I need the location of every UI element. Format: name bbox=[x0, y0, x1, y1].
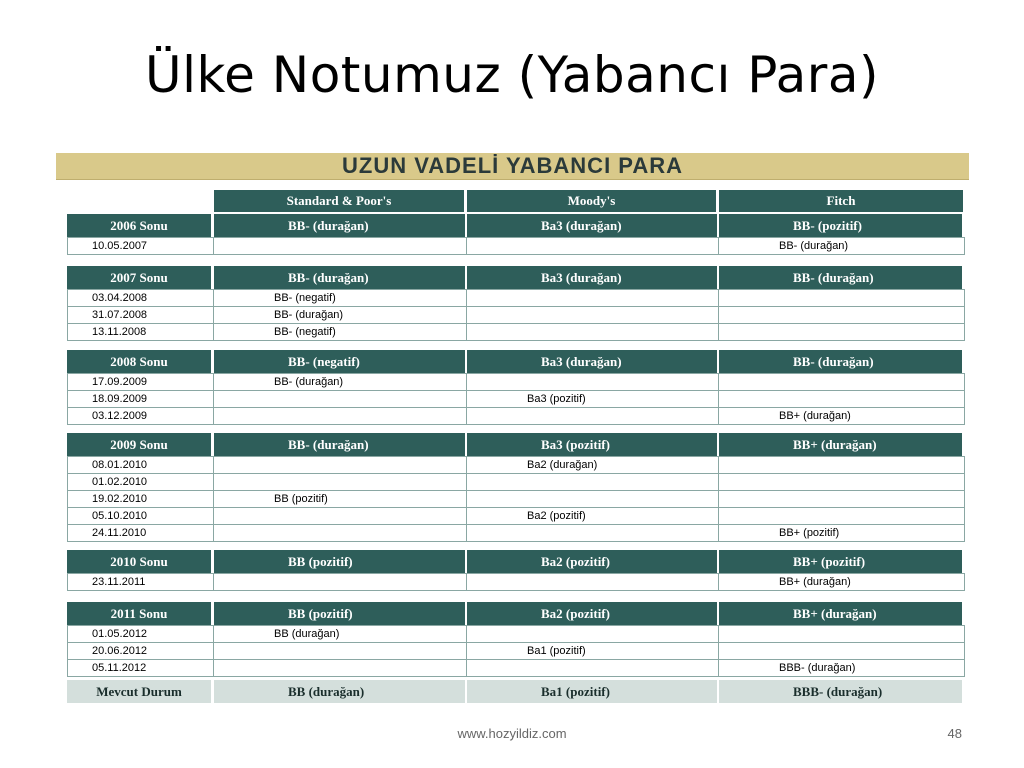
change-sp bbox=[214, 574, 467, 590]
year-end-label: 2011 Sonu bbox=[67, 602, 211, 625]
column-header-moodys: Moody's bbox=[467, 190, 716, 212]
rating-fitch: BB- (pozitif) bbox=[719, 214, 962, 237]
year-end-row bbox=[67, 214, 963, 237]
change-moodys bbox=[467, 238, 719, 254]
change-fitch bbox=[719, 643, 964, 659]
footer-url: www.hozyildiz.com bbox=[457, 726, 567, 741]
change-sp bbox=[214, 525, 467, 541]
change-date: 08.01.2010 bbox=[68, 457, 214, 473]
table-row bbox=[68, 306, 964, 323]
change-date: 01.02.2010 bbox=[68, 474, 214, 490]
rating-change-list bbox=[67, 573, 965, 591]
table-row bbox=[68, 407, 964, 424]
rating-change-list bbox=[67, 373, 965, 425]
change-date: 24.11.2010 bbox=[68, 525, 214, 541]
change-fitch bbox=[719, 508, 964, 524]
change-fitch: BB+ (pozitif) bbox=[779, 527, 840, 539]
rating-moodys: Ba1 (pozitif) bbox=[467, 680, 717, 703]
change-sp bbox=[214, 508, 467, 524]
year-end-row bbox=[67, 350, 963, 373]
change-moodys bbox=[467, 525, 719, 541]
table-row bbox=[68, 524, 964, 541]
table-row bbox=[68, 473, 964, 490]
table-row bbox=[68, 625, 964, 642]
rating-moodys: Ba3 (durağan) bbox=[467, 350, 717, 373]
rating-change-list bbox=[67, 237, 965, 255]
change-fitch bbox=[719, 290, 964, 306]
rating-sp: BB- (durağan) bbox=[214, 266, 465, 289]
table-row bbox=[68, 490, 964, 507]
change-fitch bbox=[719, 474, 964, 490]
change-sp: BB- (negatif) bbox=[214, 290, 467, 306]
change-moodys: Ba2 (pozitif) bbox=[467, 508, 719, 524]
rating-sp: BB- (negatif) bbox=[214, 350, 465, 373]
column-header-sp: Standard & Poor's bbox=[214, 190, 464, 212]
rating-fitch: BB- (durağan) bbox=[719, 350, 962, 373]
rating-sp: BB (pozitif) bbox=[214, 602, 465, 625]
change-moodys bbox=[467, 626, 719, 642]
table-row bbox=[68, 659, 964, 676]
change-fitch: BB+ (durağan) bbox=[779, 576, 851, 588]
rating-moodys: Ba3 (durağan) bbox=[467, 214, 717, 237]
change-date: 10.05.2007 bbox=[68, 238, 214, 254]
change-fitch bbox=[719, 626, 964, 642]
change-fitch bbox=[719, 391, 964, 407]
rating-change-list bbox=[67, 456, 965, 542]
change-moodys: Ba1 (pozitif) bbox=[467, 643, 719, 659]
change-date: 05.10.2010 bbox=[68, 508, 214, 524]
rating-fitch: BB+ (pozitif) bbox=[719, 550, 962, 573]
year-end-row bbox=[67, 433, 963, 456]
year-end-label: 2009 Sonu bbox=[67, 433, 211, 456]
year-end-row bbox=[67, 602, 963, 625]
rating-moodys: Ba3 (durağan) bbox=[467, 266, 717, 289]
rating-moodys: Ba2 (pozitif) bbox=[467, 602, 717, 625]
page-number: 48 bbox=[947, 726, 962, 741]
change-moodys bbox=[467, 307, 719, 323]
change-sp bbox=[214, 238, 467, 254]
rating-moodys: Ba3 (pozitif) bbox=[467, 433, 717, 456]
table-row bbox=[68, 573, 964, 590]
change-fitch bbox=[719, 457, 964, 473]
change-date: 03.12.2009 bbox=[68, 408, 214, 424]
table-row bbox=[68, 642, 964, 659]
change-moodys bbox=[467, 408, 719, 424]
change-fitch bbox=[719, 491, 964, 507]
change-fitch: BBB- (durağan) bbox=[779, 662, 856, 674]
change-sp bbox=[214, 643, 467, 659]
change-fitch bbox=[719, 307, 964, 323]
slide-title: Ülke Notumuz (Yabancı Para) bbox=[144, 46, 880, 104]
change-sp: BB- (durağan) bbox=[214, 307, 467, 323]
change-date: 20.06.2012 bbox=[68, 643, 214, 659]
change-sp: BB (durağan) bbox=[214, 626, 467, 642]
year-end-label: 2010 Sonu bbox=[67, 550, 211, 573]
change-date: 03.04.2008 bbox=[68, 290, 214, 306]
table-row bbox=[68, 390, 964, 407]
year-end-label: 2008 Sonu bbox=[67, 350, 211, 373]
change-date: 23.11.2011 bbox=[68, 574, 214, 590]
table-row bbox=[68, 289, 964, 306]
change-sp: BB- (durağan) bbox=[214, 374, 467, 390]
change-fitch: BB- (durağan) bbox=[779, 240, 849, 252]
year-end-row bbox=[67, 550, 963, 573]
current-status-row bbox=[67, 680, 963, 703]
change-sp bbox=[214, 408, 467, 424]
column-header-fitch: Fitch bbox=[719, 190, 963, 212]
year-end-label: 2006 Sonu bbox=[67, 214, 211, 237]
rating-fitch: BB+ (durağan) bbox=[719, 602, 962, 625]
change-date: 01.05.2012 bbox=[68, 626, 214, 642]
rating-fitch: BB- (durağan) bbox=[719, 266, 962, 289]
change-moodys bbox=[467, 374, 719, 390]
rating-fitch: BB+ (durağan) bbox=[719, 433, 962, 456]
change-date: 13.11.2008 bbox=[68, 324, 214, 340]
rating-moodys: Ba2 (pozitif) bbox=[467, 550, 717, 573]
table-row bbox=[68, 456, 964, 473]
change-sp: BB (pozitif) bbox=[214, 491, 467, 507]
change-sp bbox=[214, 660, 467, 676]
change-fitch bbox=[719, 374, 964, 390]
change-moodys: Ba3 (pozitif) bbox=[467, 391, 719, 407]
change-moodys: Ba2 (durağan) bbox=[467, 457, 719, 473]
change-moodys bbox=[467, 290, 719, 306]
change-moodys bbox=[467, 491, 719, 507]
change-date: 17.09.2009 bbox=[68, 374, 214, 390]
rating-change-list bbox=[67, 625, 965, 677]
table-row bbox=[68, 507, 964, 524]
change-date: 18.09.2009 bbox=[68, 391, 214, 407]
rating-change-list bbox=[67, 289, 965, 341]
current-status-label: Mevcut Durum bbox=[67, 680, 211, 703]
change-sp bbox=[214, 474, 467, 490]
change-moodys bbox=[467, 474, 719, 490]
change-fitch bbox=[719, 324, 964, 340]
change-sp bbox=[214, 391, 467, 407]
change-date: 31.07.2008 bbox=[68, 307, 214, 323]
change-moodys bbox=[467, 574, 719, 590]
table-banner: UZUN VADELİ YABANCI PARA bbox=[56, 153, 969, 180]
rating-sp: BB (pozitif) bbox=[214, 550, 465, 573]
table-row bbox=[68, 373, 964, 390]
change-date: 05.11.2012 bbox=[68, 660, 214, 676]
rating-sp: BB (durağan) bbox=[214, 680, 465, 703]
table-row bbox=[68, 237, 964, 254]
rating-sp: BB- (durağan) bbox=[214, 214, 465, 237]
rating-sp: BB- (durağan) bbox=[214, 433, 465, 456]
change-fitch: BB+ (durağan) bbox=[779, 410, 851, 422]
rating-fitch: BBB- (durağan) bbox=[719, 680, 962, 703]
change-sp bbox=[214, 457, 467, 473]
change-moodys bbox=[467, 660, 719, 676]
year-end-row bbox=[67, 266, 963, 289]
table-row bbox=[68, 323, 964, 340]
change-sp: BB- (negatif) bbox=[214, 324, 467, 340]
year-end-label: 2007 Sonu bbox=[67, 266, 211, 289]
change-date: 19.02.2010 bbox=[68, 491, 214, 507]
change-moodys bbox=[467, 324, 719, 340]
